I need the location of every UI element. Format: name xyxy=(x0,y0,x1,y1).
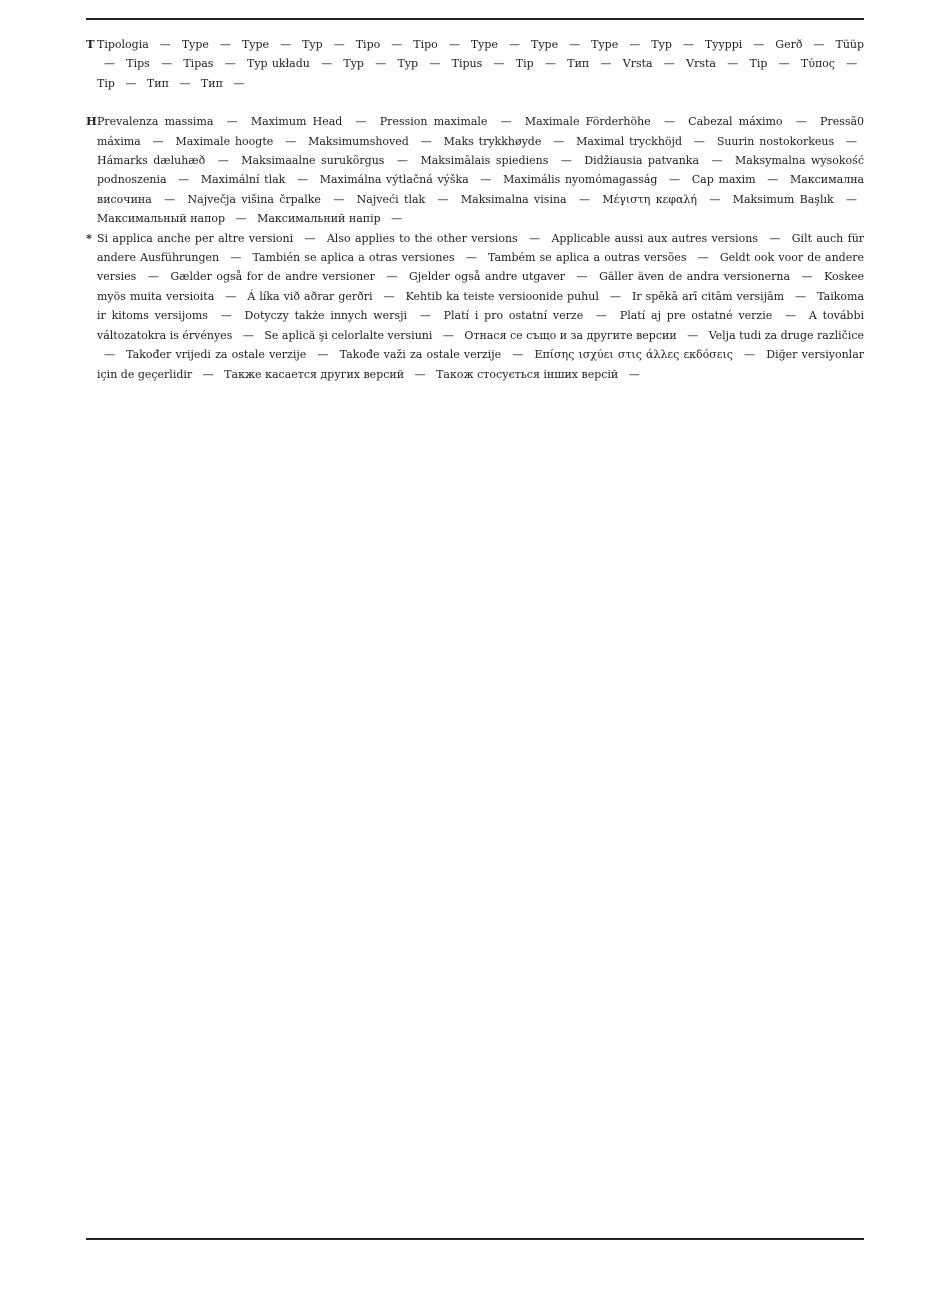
legend-term: Maximálna výtlačná výška xyxy=(319,173,469,187)
separator: — xyxy=(304,231,316,245)
legend-term: Prevalenza massima xyxy=(97,115,214,129)
legend-term: Τύπος xyxy=(800,57,835,71)
separator: — xyxy=(219,38,231,51)
legend-term: Also applies to the other versions xyxy=(326,231,518,245)
legend-term: Тип xyxy=(200,76,223,90)
separator: — xyxy=(104,57,115,71)
legend-term: Maksimalna visina xyxy=(460,192,567,206)
separator: — xyxy=(125,76,137,90)
separator: — xyxy=(355,115,367,129)
legend-term: Vrsta xyxy=(686,57,716,71)
legend-term: Hámarks dæluhæð xyxy=(97,154,206,168)
separator: — xyxy=(687,328,699,342)
legend-term: Тип xyxy=(146,76,169,90)
legend-term: Maximale hoogte xyxy=(175,134,274,148)
separator: — xyxy=(846,192,858,206)
legend-term: Type xyxy=(470,38,498,51)
legend-term: Applicable aussi aux autres versions xyxy=(551,231,759,245)
separator: — xyxy=(202,367,214,381)
legend-term: Tipo xyxy=(413,38,438,51)
top-rule xyxy=(86,18,864,20)
legend-term: Cabezal máximo xyxy=(688,115,783,129)
legend-term: Також стосується інших версій xyxy=(436,367,619,381)
legend-term: Dotyczy także innych wersji xyxy=(244,309,408,323)
separator: — xyxy=(437,192,449,206)
separator: — xyxy=(375,57,387,71)
legend-term: Μέγιστη κεφαλή xyxy=(602,192,697,206)
separator: — xyxy=(442,328,454,342)
legend-term: Maximale Förderhöhe xyxy=(524,115,651,129)
separator: — xyxy=(663,57,675,71)
separator: — xyxy=(179,76,191,90)
legend-term: Maximal tryckhöjd xyxy=(576,134,682,148)
separator: — xyxy=(493,57,505,71)
separator: — xyxy=(333,192,345,206)
separator: — xyxy=(164,192,176,206)
legend-term: Pressã0 máxima xyxy=(97,115,865,148)
separator: — xyxy=(391,38,403,51)
legend-entry-type xyxy=(86,35,864,93)
legend-term: Type xyxy=(530,38,559,51)
separator: — xyxy=(321,57,333,71)
separator: — xyxy=(500,115,512,129)
legend-term: Gilt auch für andere Ausführungen xyxy=(97,231,865,265)
bottom-rule xyxy=(86,1238,864,1240)
separator: — xyxy=(391,212,403,226)
separator: — xyxy=(178,173,190,187)
legend-term: A további változatokra is érvényes xyxy=(97,309,865,342)
separator: — xyxy=(225,289,237,303)
legend-term: Također vrijedi za ostale verzije xyxy=(126,348,307,362)
legend-term: Taikoma ir kitoms versijoms xyxy=(97,289,865,323)
separator: — xyxy=(813,38,825,51)
separator: — xyxy=(317,348,329,362)
separator: — xyxy=(769,231,781,245)
separator: — xyxy=(217,154,229,168)
legend-term: Tipus xyxy=(451,57,483,71)
separator: — xyxy=(628,367,640,381)
legend-term: Suurin nostokorkeus xyxy=(716,134,835,148)
separator: — xyxy=(711,154,723,168)
legend-term: Maks trykkhøyde xyxy=(443,134,542,148)
legend-term: Maksimumshoved xyxy=(308,134,409,148)
legend-items xyxy=(97,115,864,225)
legend-term: Platí aj pre ostatné verzie xyxy=(619,309,773,323)
legend-term: Tipas xyxy=(183,57,214,71)
separator: — xyxy=(448,38,460,51)
legend-term: Koskee myös muita versioita xyxy=(97,270,864,303)
separator: — xyxy=(226,115,238,129)
legend-term: Gælder også for de andre versioner xyxy=(170,270,375,284)
separator: — xyxy=(465,251,477,265)
legend-term: También se aplica a otras versiones xyxy=(252,251,455,265)
legend-term: Tipo xyxy=(355,38,381,51)
legend-term: Тип xyxy=(567,57,590,71)
legend-term: Отнася се също и за другите версии xyxy=(464,328,677,342)
legend-term: Maximum Head xyxy=(250,115,343,129)
legend-term: Gjelder også andre utgaver xyxy=(408,270,566,284)
separator: — xyxy=(600,57,612,71)
legend-term: Diğer versiyonlar için de geçerlidir xyxy=(97,348,865,381)
separator: — xyxy=(693,134,705,148)
separator: — xyxy=(709,192,721,206)
legend-term: Platí i pro ostatní verze xyxy=(443,309,584,323)
separator: — xyxy=(576,270,588,284)
separator: — xyxy=(553,134,565,148)
separator: — xyxy=(846,57,858,71)
separator: — xyxy=(544,57,556,71)
legend-key: T xyxy=(86,37,95,51)
legend-term: Maksimum Başlık xyxy=(732,192,834,206)
separator: — xyxy=(767,173,779,187)
separator: — xyxy=(396,154,408,168)
legend-term: Gerð xyxy=(775,38,803,51)
separator: — xyxy=(801,270,813,284)
legend-term: Ir spēkā arī citām versijām xyxy=(631,289,785,303)
legend-term: Maksimālais spiediens xyxy=(420,154,549,168)
separator: — xyxy=(414,367,426,381)
legend-content xyxy=(86,35,864,384)
legend-term: Á líka við aðrar gerðri xyxy=(247,289,373,303)
separator: — xyxy=(242,328,254,342)
legend-term: Typ xyxy=(343,57,364,71)
separator: — xyxy=(753,38,765,51)
separator: — xyxy=(280,38,292,51)
legend-term: Tips xyxy=(126,57,150,71)
separator: — xyxy=(419,309,431,323)
separator: — xyxy=(420,134,432,148)
legend-term: Didžiausia patvanka xyxy=(584,154,699,168)
separator: — xyxy=(785,309,797,323)
legend-term: Najveći tlak xyxy=(356,192,426,206)
separator: — xyxy=(152,134,164,148)
legend-term: Kehtib ka teiste versioonide puhul xyxy=(405,289,599,303)
legend-term: Geldt ook voor de andere versies xyxy=(97,251,865,284)
legend-entry-max-head xyxy=(86,112,864,228)
legend-term: Si applica anche per altre versioni xyxy=(97,231,294,245)
separator: — xyxy=(104,348,115,362)
separator: — xyxy=(230,251,242,265)
separator: — xyxy=(285,134,297,148)
separator: — xyxy=(669,173,681,187)
legend-term: Vrsta xyxy=(622,57,653,71)
separator: — xyxy=(609,289,621,303)
legend-term: Tip xyxy=(97,76,115,90)
separator: — xyxy=(529,231,541,245)
separator: — xyxy=(795,115,807,129)
legend-term: Največja višina črpalke xyxy=(187,192,321,206)
legend-term: Максимальный напор xyxy=(97,212,226,226)
separator: — xyxy=(224,57,236,71)
separator: — xyxy=(235,212,247,226)
legend-term: Tip xyxy=(515,57,534,71)
separator: — xyxy=(744,348,756,362)
separator: — xyxy=(778,57,790,71)
legend-term: Cap maxim xyxy=(691,173,756,187)
legend-term: Type xyxy=(591,38,619,51)
separator: — xyxy=(578,192,590,206)
legend-term: Typ xyxy=(302,38,323,51)
legend-term: Type xyxy=(181,38,209,51)
legend-term: Maximální tlak xyxy=(200,173,286,187)
legend-term: Maximális nyomómagasság xyxy=(503,173,658,187)
legend-key: H xyxy=(86,114,97,129)
separator: — xyxy=(727,57,739,71)
legend-term: Typ układu xyxy=(246,57,310,71)
legend-term: Também se aplica a outras versões xyxy=(488,251,687,265)
separator: — xyxy=(629,38,641,51)
separator: — xyxy=(569,38,581,51)
separator: — xyxy=(560,154,572,168)
legend-term: Gäller även de andra versionerna xyxy=(599,270,791,284)
separator: — xyxy=(233,76,245,90)
separator: — xyxy=(333,38,345,51)
separator: — xyxy=(147,270,159,284)
legend-term: Максимална височина xyxy=(97,173,865,206)
separator: — xyxy=(429,57,441,71)
separator: — xyxy=(220,309,232,323)
legend-term: Se aplică şi celorlalte versiuni xyxy=(264,328,433,342)
legend-term: Tyyppi xyxy=(704,38,743,51)
legend-term: Velja tudi za druge različice xyxy=(708,328,865,342)
separator: — xyxy=(383,289,395,303)
separator: — xyxy=(682,38,694,51)
separator: — xyxy=(480,173,492,187)
separator: — xyxy=(663,115,675,129)
legend-entry-other-versions xyxy=(86,229,864,384)
legend-items xyxy=(97,232,864,381)
legend-term: Maksimaalne surukõrgus xyxy=(241,154,385,168)
legend-term: Tip xyxy=(749,57,768,71)
legend-items xyxy=(97,38,864,90)
separator: — xyxy=(297,173,309,187)
separator: — xyxy=(512,348,524,362)
separator: — xyxy=(795,289,807,303)
separator: — xyxy=(161,57,173,71)
legend-term: Type xyxy=(241,38,270,51)
legend-term: Tüüp xyxy=(835,38,865,51)
legend-term: Typ xyxy=(651,38,672,51)
separator: — xyxy=(386,270,398,284)
legend-term: Maksymalna wysokość podnoszenia xyxy=(97,154,864,187)
separator: — xyxy=(159,38,171,51)
legend-term: Tipologia xyxy=(97,38,149,51)
legend-term: Typ xyxy=(397,57,419,71)
legend-key: * xyxy=(86,230,93,245)
separator: — xyxy=(846,134,858,148)
legend-term: Takođe važi za ostale verzije xyxy=(339,348,502,362)
legend-term: Также касается других версий xyxy=(224,367,405,381)
separator: — xyxy=(697,251,709,265)
separator: — xyxy=(508,38,520,51)
legend-term: Pression maximale xyxy=(379,115,488,129)
legend-term: Максимальний напір xyxy=(257,212,381,226)
legend-term: Επίσης ισχύει στις άλλες εκδόσεις xyxy=(534,348,733,362)
separator: — xyxy=(596,309,608,323)
